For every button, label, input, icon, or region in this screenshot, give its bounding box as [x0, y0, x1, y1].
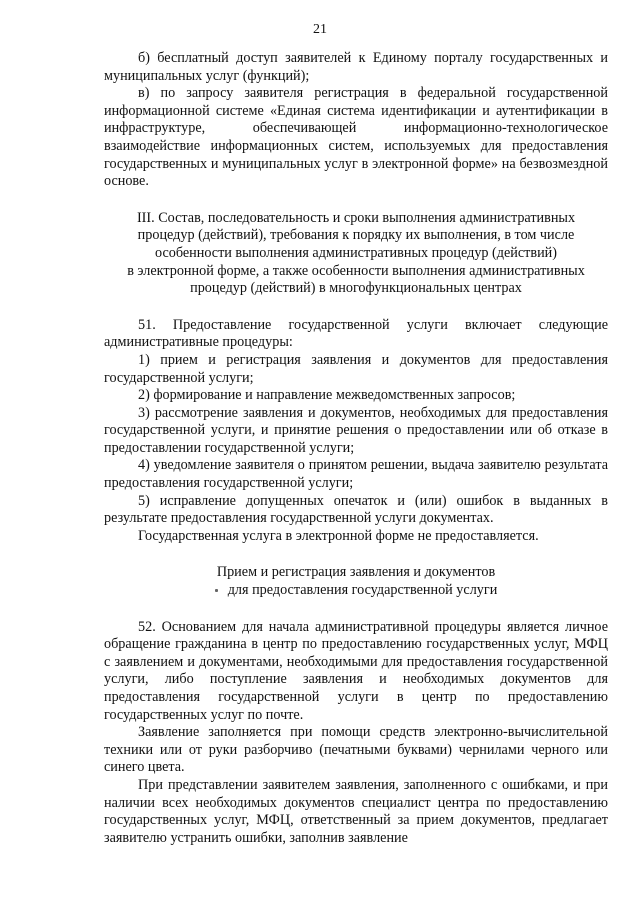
paragraph-52: 52. Основанием для начала административной процедуры является личное обращение гражданина в центр по предоставлению государственных услуг, МФЦ с заявлением и документами, необходимыми для предоставления государственной услуги, либо поступление заявления и необходимых документов для предоставления государственной услуги в центр по предоставлению государственных услуг по почте. [104, 618, 608, 723]
paragraph-electronic-form: Государственная услуга в электронной форме не предоставляется. [138, 527, 539, 544]
procedure-item-5: 5) исправление допущенных опечаток и (или) ошибок в выданных в результате предоставления государственной услуги документах. [104, 492, 608, 527]
procedure-item-2: 2) формирование и направление межведомственных запросов; [138, 387, 516, 404]
paragraph-errors: При представлении заявителем заявления, заполненного с ошибками, и при наличии всех необходимых документов специалист центра по предоставлению государственных услуг, МФЦ, ответственный за прием документов, предлагает заявителю устранить ошибки, заполнив заявление [104, 776, 608, 846]
paragraph-b: б) бесплатный доступ заявителей к Единому порталу государственных и муниципальных услуг (функций); [104, 50, 608, 84]
procedure-item-1: 1) прием и регистрация заявления и документов для предоставления государственной услуги; [104, 351, 608, 386]
page-number: 21 [313, 22, 327, 37]
section-heading-line: III. Состав, последовательность и сроки выполнения административных [136, 209, 576, 226]
procedure-item-3: 3) рассмотрение заявления и документов, необходимых для предоставления государственной услуги, и принятие решения о предоставлении или об отказе в предоставлении государственной услуги; [104, 404, 608, 456]
procedure-item-4: 4) уведомление заявителя о принятом решении, выдача заявителю результата предоставления государственной услуги; [104, 457, 608, 492]
spacer [104, 600, 608, 619]
page-body [104, 50, 608, 847]
section-heading-line: особенности выполнения административных процедур (действий) [155, 244, 557, 261]
section-heading-line: в электронной форме, а также особенности выполнения административных [127, 262, 585, 279]
scan-speck [215, 589, 218, 592]
subsection-heading-line-text: для предоставления государственной услуги [227, 582, 498, 599]
spacer [104, 298, 608, 317]
paragraph-51: 51. Предоставление государственной услуги включает следующие административные процедуры: [104, 316, 608, 351]
section-heading-3 [104, 210, 608, 298]
subsection-heading-line-2 [104, 582, 608, 600]
section-heading-line: процедур (действий) в многофункциональных центрах [190, 280, 522, 297]
paragraph-v: в) по запросу заявителя регистрация в федеральной государственной информационной системе «Единая система идентификации и аутентификации в инфраструктуре, обеспечивающей информационно-технологическое взаимодействие информационных систем, используемых для предоставления государственных и муниципальных услуг в электронной форме» на безвозмездной основе. [104, 85, 608, 190]
spacer [104, 191, 608, 210]
section-heading-line: процедур (действий), требования к порядку их выполнения, в том числе [137, 227, 575, 244]
spacer [104, 545, 608, 564]
subsection-heading [104, 564, 608, 599]
subsection-heading-line: Прием и регистрация заявления и документов [216, 564, 496, 581]
paragraph-fill: Заявление заполняется при помощи средств электронно-вычислительной техники или от руки разборчиво (печатными буквами) чернилами черного или синего цвета. [104, 724, 608, 776]
